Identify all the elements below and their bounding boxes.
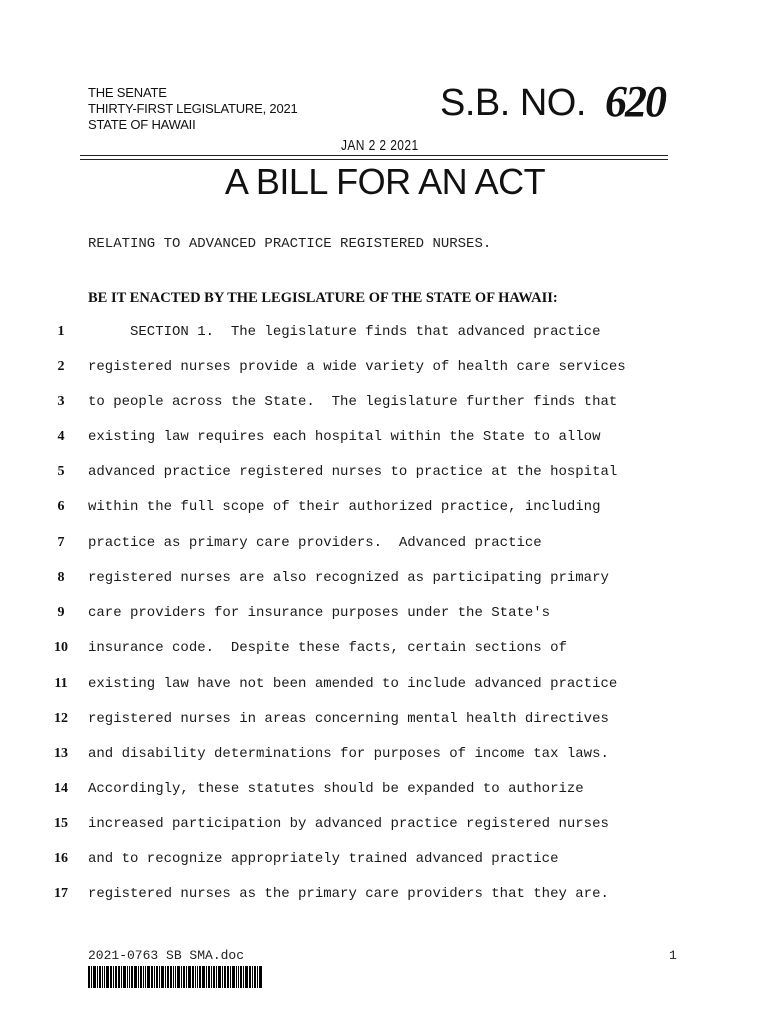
line-text: registered nurses in areas concerning mental health directives — [88, 711, 609, 727]
header-rule-top — [80, 155, 668, 156]
line-text: registered nurses are also recognized as participating primary — [88, 570, 609, 586]
line-text: advanced practice registered nurses to practice at the hospital — [88, 464, 618, 480]
line-number: 6 — [57, 499, 65, 514]
line-number: 16 — [54, 851, 68, 866]
date-received-stamp: JAN 2 2 2021 — [341, 137, 419, 154]
line-number: 9 — [57, 605, 65, 620]
line-text: care providers for insurance purposes under the State's — [88, 605, 551, 621]
line-number: 8 — [57, 570, 65, 585]
line-text: increased participation by advanced practice registered nurses — [88, 816, 609, 832]
line-number: 4 — [57, 429, 65, 444]
state-label: STATE OF HAWAII — [88, 117, 196, 132]
line-number: 2 — [57, 359, 65, 374]
line-text: Accordingly, these statutes should be expanded to authorize — [88, 781, 584, 797]
line-text: registered nurses as the primary care providers that they are. — [88, 886, 609, 902]
line-text: existing law requires each hospital within the State to allow — [88, 429, 601, 445]
line-number: 3 — [57, 394, 65, 409]
line-text: and disability determinations for purposes of income tax laws. — [88, 746, 609, 762]
line-text: registered nurses provide a wide variety of health care services — [88, 359, 626, 375]
relating-clause: RELATING TO ADVANCED PRACTICE REGISTERED NURSES. — [88, 236, 492, 252]
legislature-label: THIRTY-FIRST LEGISLATURE, 2021 — [88, 101, 298, 116]
line-text: practice as primary care providers. Advanced practice — [88, 535, 542, 551]
chamber-label: THE SENATE — [88, 85, 167, 100]
line-number: 10 — [54, 640, 68, 655]
line-text: within the full scope of their authorized practice, including — [88, 499, 601, 515]
line-text: SECTION 1. The legislature finds that advanced practice — [88, 324, 601, 340]
document-barcode — [88, 966, 282, 988]
document-id: 2021-0763 SB SMA.doc — [88, 948, 245, 963]
line-number: 13 — [54, 746, 68, 761]
line-text: and to recognize appropriately trained advanced practice — [88, 851, 559, 867]
line-number: 11 — [54, 676, 68, 691]
line-number: 7 — [57, 535, 65, 550]
bill-title: A BILL FOR AN ACT — [224, 161, 546, 202]
bill-label: S.B. NO. — [440, 82, 586, 124]
line-text: existing law have not been amended to include advanced practice — [88, 676, 618, 692]
line-number: 17 — [54, 886, 68, 901]
page-number: 1 — [669, 948, 677, 963]
line-number: 5 — [57, 464, 65, 479]
line-number: 12 — [54, 711, 68, 726]
line-number: 1 — [57, 324, 65, 339]
header-rule-bottom — [80, 159, 668, 160]
enacting-clause: BE IT ENACTED BY THE LEGISLATURE OF THE STATE OF HAWAII: — [88, 290, 558, 306]
line-number: 14 — [54, 781, 68, 796]
line-text: to people across the State. The legislature further finds that — [88, 394, 618, 410]
bill-number-handwritten: 620 — [605, 77, 665, 126]
line-number: 15 — [54, 816, 68, 831]
line-text: insurance code. Despite these facts, certain sections of — [88, 640, 567, 656]
